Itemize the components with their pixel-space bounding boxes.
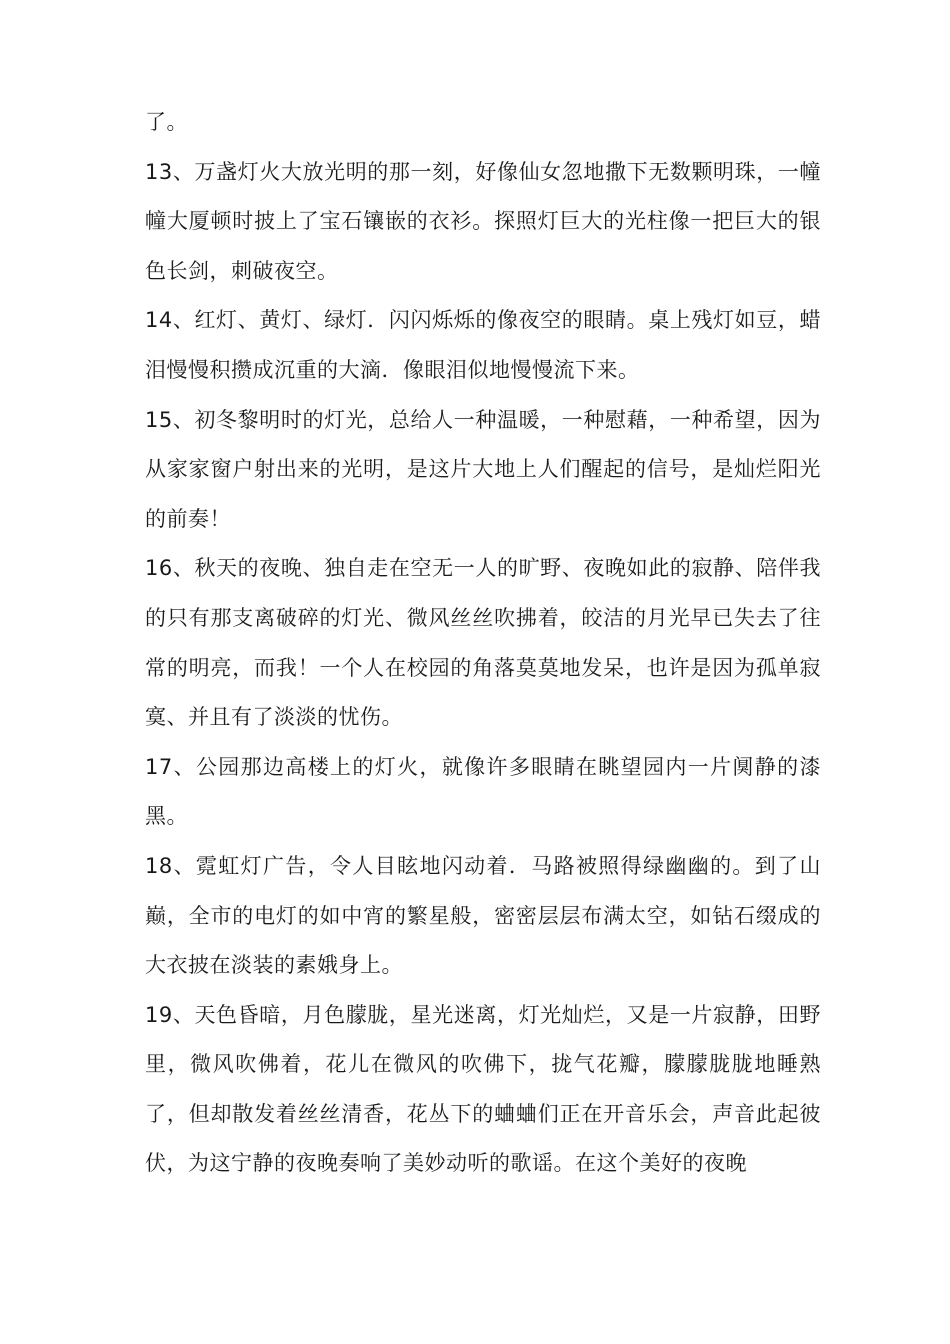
paragraph-14: 14、红灯、黄灯、绿灯．闪闪烁烁的像夜空的眼睛。桌上残灯如豆，蜡泪慢慢积攒成沉重的大滴．像眼泪似地慢慢流下来。 xyxy=(145,308,821,382)
paragraph-15: 15、初冬黎明时的灯光，总给人一种温暖，一种慰藉，一种希望，因为从家家窗户射出来的光明，是这片大地上人们醒起的信号，是灿烂阳光的前奏！ xyxy=(145,407,821,531)
paragraph-13: 13、万盏灯火大放光明的那一刻，好像仙女忽地撒下无数颗明珠，一幢幢大厦顿时披上了宝石镶嵌的衣衫。探照灯巨大的光柱像一把巨大的银色长剑，刺破夜空。 xyxy=(145,159,821,283)
paragraph-17: 17、公园那边高楼上的灯火，就像许多眼睛在眺望园内一片阒静的漆黑。 xyxy=(145,754,821,829)
paragraph-16: 16、秋天的夜晚、独自走在空无一人的旷野、夜晚如此的寂静、陪伴我的只有那支离破碎的灯光、微风丝丝吹拂着，皎洁的月光早已失去了往常的明亮，而我！一个人在校园的角落莫莫地发呆，也许是因为孤单寂寞、并且有了淡淡的忧伤。 xyxy=(145,556,821,730)
paragraph-19: 19、天色昏暗，月色朦胧，星光迷离，灯光灿烂，又是一片寂静，田野里，微风吹佛着，花儿在微风的吹佛下，拢气花瓣，朦朦胧胧地睡熟了，但却散发着丝丝清香，花丛下的蛐蛐们正在开音乐会，声音此起彼伏，为这宁静的夜晚奏响了美妙动听的歌谣。在这个美好的夜晚 xyxy=(145,1002,821,1176)
document-body xyxy=(145,98,821,1189)
paragraph-continuation: 了。 xyxy=(145,110,188,134)
paragraph-18: 18、霓虹灯广告，令人目眩地闪动着．马路被照得绿幽幽的。到了山巅，全市的电灯的如中宵的繁星般，密密层层布满太空，如钻石缀成的大衣披在淡装的素娥身上。 xyxy=(145,853,821,978)
